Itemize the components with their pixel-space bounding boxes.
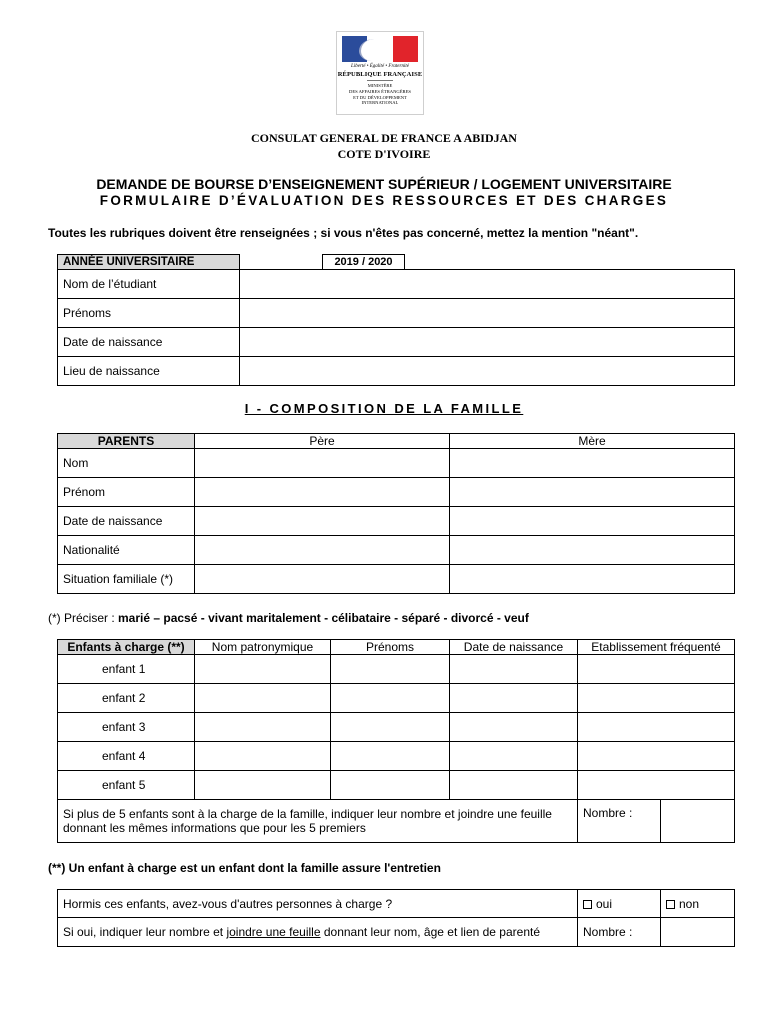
children-col-date: Date de naissance <box>450 640 578 655</box>
consulat-heading <box>0 130 768 162</box>
section-title-famille: I - COMPOSITION DE LA FAMILLE <box>244 401 524 416</box>
preciser-options: marié – pacsé - vivant maritalement - célibataire - séparé - divorcé - veuf <box>118 611 529 625</box>
child-field[interactable] <box>331 771 450 800</box>
father-field[interactable] <box>195 478 450 507</box>
if-yes-text-before: Si oui, indiquer leur nombre et <box>63 925 227 939</box>
parents-label-prenom: Prénom <box>58 478 195 507</box>
consulat-line2: COTE D'IVOIRE <box>337 147 431 161</box>
child-field[interactable] <box>450 684 578 713</box>
child-label: enfant 2 <box>58 684 195 713</box>
child-field[interactable] <box>331 713 450 742</box>
others-non-option[interactable] <box>661 890 735 918</box>
oui-label: oui <box>596 896 613 911</box>
student-label-lieu: Lieu de naissance <box>58 357 240 386</box>
children-col-prenoms: Prénoms <box>331 640 450 655</box>
father-field[interactable] <box>195 565 450 594</box>
father-field[interactable] <box>195 536 450 565</box>
child-field[interactable] <box>331 742 450 771</box>
child-field[interactable] <box>450 771 578 800</box>
mother-field[interactable] <box>450 536 735 565</box>
child-label: enfant 1 <box>58 655 195 684</box>
children-col-etablissement: Etablissement fréquenté <box>578 640 735 655</box>
children-table <box>57 639 735 843</box>
marianne-flag-icon <box>342 36 418 62</box>
preciser-prefix: (*) Préciser : <box>48 611 119 625</box>
if-yes-text-after: donnant leur nom, âge et lien de parenté <box>320 925 541 939</box>
year-label: ANNÉE UNIVERSITAIRE <box>58 255 240 270</box>
intro-instructions: Toutes les rubriques doivent être renseignées ; si vous n'êtes pas concerné, mettez la mention "néant". <box>48 226 639 240</box>
student-table <box>57 254 735 386</box>
non-checkbox[interactable] <box>666 900 675 909</box>
logo-ministry: MINISTÈRE DES AFFAIRES ÉTRANGÈRES ET DU DÉVELOPPEMENT INTERNATIONAL <box>349 83 411 106</box>
child-field[interactable] <box>578 655 735 684</box>
child-field[interactable] <box>450 655 578 684</box>
children-nombre-label: Nombre : <box>578 800 661 843</box>
student-label-date: Date de naissance <box>58 328 240 357</box>
father-field[interactable] <box>195 449 450 478</box>
others-if-yes <box>58 918 578 947</box>
children-header: Enfants à charge (**) <box>58 640 195 655</box>
enfant-a-charge-note: (**) Un enfant à charge est un enfant dont la famille assure l'entretien <box>48 861 441 875</box>
republique-francaise-logo <box>336 31 424 115</box>
father-field[interactable] <box>195 507 450 536</box>
child-label: enfant 3 <box>58 713 195 742</box>
year-value: 2019 / 2020 <box>323 255 405 270</box>
parents-header: PARENTS <box>58 434 195 449</box>
child-label: enfant 5 <box>58 771 195 800</box>
student-field-nom[interactable] <box>240 270 735 299</box>
child-field[interactable] <box>450 742 578 771</box>
mother-field[interactable] <box>450 449 735 478</box>
children-col-nom: Nom patronymique <box>195 640 331 655</box>
if-yes-underlined: joindre une feuille <box>226 925 321 939</box>
child-field[interactable] <box>450 713 578 742</box>
parents-col-father: Père <box>195 434 450 449</box>
consulat-line1: CONSULAT GENERAL DE FRANCE A ABIDJAN <box>251 131 517 145</box>
student-label-prenoms: Prénoms <box>58 299 240 328</box>
student-label-nom: Nom de l’étudiant <box>58 270 240 299</box>
others-table <box>57 889 735 947</box>
child-field[interactable] <box>195 713 331 742</box>
mother-field[interactable] <box>450 507 735 536</box>
student-field-prenoms[interactable] <box>240 299 735 328</box>
child-field[interactable] <box>578 771 735 800</box>
child-field[interactable] <box>578 684 735 713</box>
non-label: non <box>679 896 700 911</box>
student-field-date[interactable] <box>240 328 735 357</box>
child-label: enfant 4 <box>58 742 195 771</box>
others-oui-option[interactable] <box>578 890 661 918</box>
mother-field[interactable] <box>450 478 735 507</box>
others-nombre-field[interactable] <box>661 918 735 947</box>
form-title: DEMANDE DE BOURSE D’ENSEIGNEMENT SUPÉRIEUR / LOGEMENT UNIVERSITAIRE <box>96 176 672 192</box>
logo-republic: RÉPUBLIQUE FRANÇAISE <box>337 71 423 78</box>
parents-label-nom: Nom <box>58 449 195 478</box>
children-more-note: Si plus de 5 enfants sont à la charge de la famille, indiquer leur nombre et joindre une feuille donnant les mêmes informations que pour les 5 premiers <box>58 800 578 843</box>
form-subtitle: FORMULAIRE D’ÉVALUATION DES RESSOURCES ET DES CHARGES <box>99 193 669 208</box>
logo-divider <box>367 80 393 81</box>
mother-field[interactable] <box>450 565 735 594</box>
parents-label-nationalite: Nationalité <box>58 536 195 565</box>
child-field[interactable] <box>195 742 331 771</box>
parents-label-situation: Situation familiale (*) <box>58 565 195 594</box>
child-field[interactable] <box>195 655 331 684</box>
child-field[interactable] <box>578 713 735 742</box>
student-field-lieu[interactable] <box>240 357 735 386</box>
child-field[interactable] <box>195 771 331 800</box>
parents-label-date: Date de naissance <box>58 507 195 536</box>
child-field[interactable] <box>331 655 450 684</box>
oui-checkbox[interactable] <box>583 900 592 909</box>
preciser-note <box>48 611 529 625</box>
logo-motto: Liberté • Égalité • Fraternité <box>351 64 409 69</box>
parents-col-mother: Mère <box>450 434 735 449</box>
child-field[interactable] <box>331 684 450 713</box>
child-field[interactable] <box>578 742 735 771</box>
children-nombre-field[interactable] <box>661 800 735 843</box>
others-nombre-label: Nombre : <box>578 918 661 947</box>
others-question: Hormis ces enfants, avez-vous d'autres personnes à charge ? <box>58 890 578 918</box>
child-field[interactable] <box>195 684 331 713</box>
parents-table <box>57 433 735 594</box>
